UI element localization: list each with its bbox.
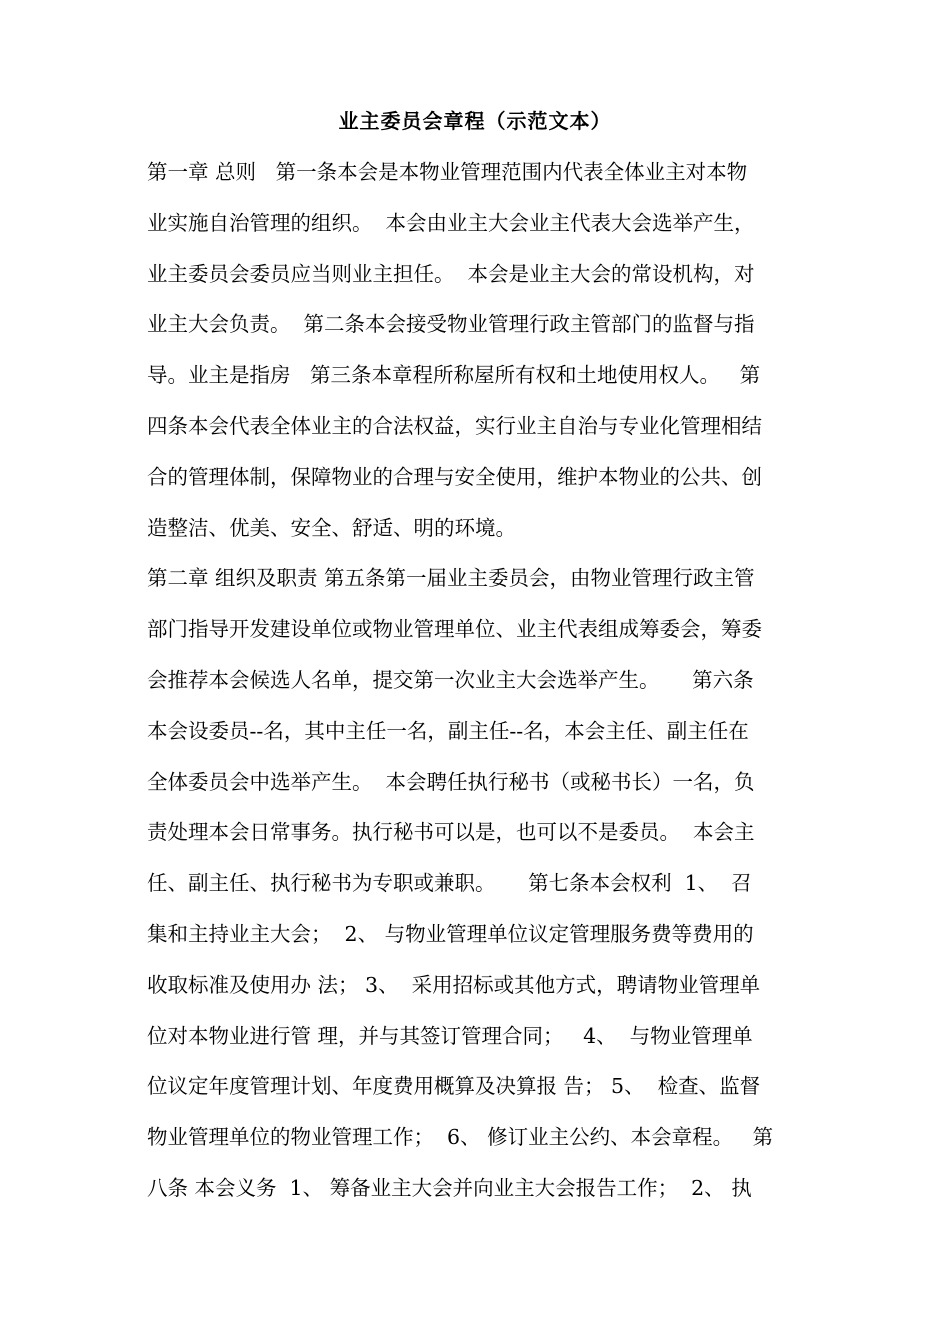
- text-line: 集和主持业主大会； 2、 与物业管理单位议定管理服务费等费用的: [147, 921, 754, 946]
- text-line: 第一章 总则 第一条本会是本物业管理范围内代表全体业主对本物: [147, 160, 748, 184]
- text-line: 全体委员会中选举产生。 本会聘任执行秘书（或秘书长）一名，负: [147, 769, 755, 794]
- text-line: 八条 本会义务 1、 筹备业主大会并向业主大会报告工作； 2、 执: [147, 1175, 752, 1200]
- text-line: 任、副主任、执行秘书为专职或兼职。 第七条本会权利 1、 召: [147, 871, 752, 896]
- text-line: 物业管理单位的物业管理工作； 6、 修订业主公约、本会章程。 第: [147, 1125, 774, 1150]
- text-line: 责处理本会日常事务。执行秘书可以是，也可以不是委员。 本会主: [147, 820, 755, 845]
- text-line: 业实施自治管理的组织。 本会由业主大会业主代表大会选举产生，: [147, 210, 755, 235]
- document-title: 业主委员会章程（示范文本）: [338, 109, 612, 133]
- text-line: 四条本会代表全体业主的合法权益，实行业主自治与专业化管理相结: [147, 413, 762, 438]
- text-line: 部门指导开发建设单位或物业管理单位、业主代表组成筹委会，筹委: [147, 617, 762, 642]
- text-line: 业主委员会委员应当则业主担任。 本会是业主大会的常设机构，对: [147, 261, 755, 286]
- text-line: 位对本物业进行管 理，并与其签订管理合同； 4、 与物业管理单: [147, 1023, 753, 1048]
- text-line: 导。业主是指房 第三条本章程所称屋所有权和土地使用权人。 第: [147, 363, 761, 388]
- text-line: 收取标准及使用办 法； 3、 采用招标或其他方式，聘请物业管理单: [147, 972, 761, 997]
- text-line: 造整洁、优美、安全、舒适、明的环境。: [147, 515, 516, 540]
- text-line: 本会设委员--名，其中主任一名，副主任--名，本会主任、副主任在: [147, 718, 749, 743]
- text-line: 业主大会负责。 第二条本会接受物业管理行政主管部门的监督与指: [147, 312, 755, 337]
- text-line: 合的管理体制，保障物业的合理与安全使用，维护本物业的公共、创: [147, 464, 762, 489]
- text-line: 第二章 组织及职责 第五条第一届业主委员会，由物业管理行政主管: [147, 566, 755, 591]
- text-line: 位议定年度管理计划、年度费用概算及决算报 告； 5、 检查、监督: [147, 1074, 761, 1099]
- document-body: [147, 155, 827, 1222]
- text-line: 会推荐本会候选人名单，提交第一次业主大会选举产生。 第六条: [147, 667, 754, 692]
